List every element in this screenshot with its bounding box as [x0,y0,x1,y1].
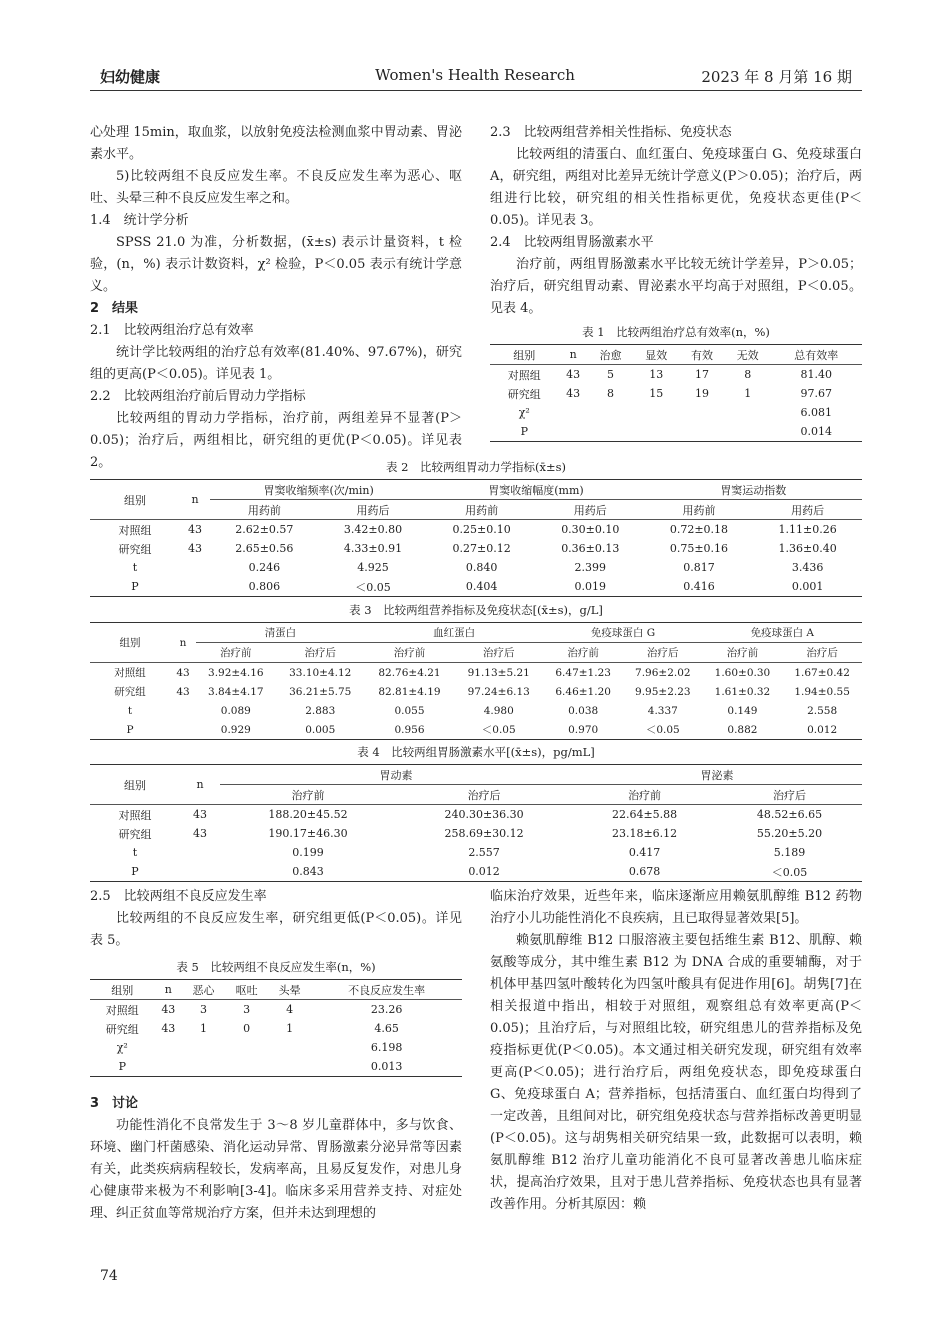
table-cell: 0.404 [465,580,498,593]
paragraph: 比较两组的清蛋白、血红蛋白、免疫球蛋白 G、免疫球蛋白 A，研究组，两组对比差异无统计学意义(P＞0.05)；治疗后，两组进行比较，研究组的相关性指标更优，免疫状态更佳(P＜0.05)。详见表 3。 [490,147,862,228]
table-row [90,843,862,862]
table-cell: 55.20±5.20 [756,827,823,840]
table-cell: 6.081 [800,406,833,419]
discussion-left [90,1093,462,1225]
table-cell: 0.970 [568,723,599,736]
table-cell: 1.11±0.26 [778,523,837,536]
table-cell: 0.843 [292,865,324,878]
table-row [90,805,862,825]
table-cell: 0.36±0.13 [561,542,620,555]
table-cell: 0.001 [791,580,824,593]
table-cell: 240.30±36.30 [444,808,524,821]
table-cell: 0.416 [683,580,715,593]
column-header: 治疗后 [304,647,336,659]
column-header: 组别 [513,348,536,362]
table-cell: 1 [200,1022,208,1035]
table-cell: 0.840 [465,561,498,574]
table-cell: 5 [607,368,615,381]
column-header: 治疗前 [567,647,599,659]
table-cell: 97.67 [800,387,833,400]
column-header: 无效 [736,348,759,362]
column-header: 呕吐 [235,983,258,997]
table-caption: 表 2 比较两组胃动力学指标(x̄±s) [386,460,566,474]
table-cell: 43 [176,685,190,698]
right-column-top [490,122,862,320]
table-cell: 8 [607,387,615,400]
column-header: n [179,636,187,649]
column-header: 治疗前 [726,647,759,659]
table-cell: 7.96±2.02 [635,666,691,679]
table-cell: 4.65 [374,1022,399,1035]
table-cell: 48.52±6.65 [756,808,823,821]
column-header: n [191,493,199,506]
table-cell: 0.038 [568,704,599,717]
paragraph: 赖氨肌醇维 B12 口服溶液主要包括维生素 B12、肌醇、赖氨酸等成分，其中维生素 B12 为 DNA 合成的重要辅酶，对于机体甲基四氢叶酸转化为四氢叶酸具有促进作用[6]。胡隽[7]在相关报道中指出，相较于对照组，观察组总有效率更高(P＜0.05)；且治疗后，与对照组比较，研究组患儿的营养指标及免疫指标更优(P＜0.05)。本文通过相关研究发现，研究组有效率更高(P＜0.05)；进行治疗后，两组免疫状态，即免疫球蛋白 G、免疫球蛋白 A；营养指标，包括清蛋白、血红蛋白均得到了一定改善，且组间对比，研究组免疫状态与营养指标改善更明显(P＜0.05)。这与胡隽相关研究结果一致，此数据可以表明，赖氨肌醇维 B12 治疗儿童功能消化不良可显著改善患儿临床症状，提高治疗效果，且对于患儿营养指标、免疫状态也具有显著改善作用。分析其原因：赖 [490,933,862,1212]
table-row [90,824,862,843]
table-cell: 4.33±0.91 [343,542,403,555]
table-cell: 43 [193,808,207,821]
table-cell: 43 [566,387,581,400]
table-cell: 8 [744,368,752,381]
column-group-header: 免疫球蛋白 G [543,623,702,643]
table-cell: 43 [566,368,581,381]
table-row [490,403,862,422]
table-row [90,558,862,577]
table-cell: P [131,580,139,593]
column-header: 组别 [119,637,141,649]
table-cell: 0.199 [292,846,324,859]
column-header: 用药后 [573,503,607,517]
column-header: 治疗后 [773,788,807,802]
column-header: 恶心 [192,983,215,997]
table-cell: 3.436 [791,561,824,574]
table-row [90,1000,462,1020]
table-cell: 23.26 [370,1003,403,1016]
table-row [90,862,862,882]
table-row [90,682,862,701]
paragraph: 治疗前，两组胃肠激素水平比较无统计学差异，P＞0.05；治疗后，研究组胃动素、胃泌素水平均高于对照组，P＜0.05。见表 4。 [490,257,862,316]
table-cell: 0.149 [727,704,758,717]
column-header: 治疗后 [647,647,679,659]
table-caption: 表 3 比较两组营养指标及免疫状态[(x̄±s)，g/L] [349,603,603,617]
column-header: 治疗前 [393,647,426,659]
table-cell: 43 [161,1003,176,1016]
column-header: 头晕 [278,983,301,997]
table-cell: 5.189 [773,846,806,859]
column-header: 治疗前 [291,788,325,802]
paragraph: 临床治疗效果，近些年来，临床逐渐应用赖氨肌醇维 B12 药物治疗小儿功能性消化不良疾病，且已取得显著效果[5]。 [490,889,862,926]
paragraph: 心处理 15min，取血浆，以放射免疫法检测血浆中胃动素、胃泌素水平。 [90,125,462,162]
table-cell: χ² [116,1041,128,1054]
table-cell: 97.24±6.13 [467,685,530,698]
column-header: 用药后 [356,503,390,517]
table-cell: 188.20±45.52 [268,808,348,821]
table-cell: 4 [286,1003,294,1016]
column-header: 组别 [124,778,146,792]
table-cell: ＜0.05 [645,724,680,736]
table-cell: 4.980 [483,704,514,717]
table-cell: P [520,425,528,438]
table-cell: 43 [161,1022,176,1035]
section-heading: 2.5 比较两组不良反应发生率 [90,889,267,904]
column-group-header: 免疫球蛋白 A [703,623,862,643]
table-cell: 对照组 [507,368,541,382]
table-cell: 13 [649,368,664,381]
column-header: n [569,348,577,361]
table-cell: 0.055 [394,704,425,717]
column-group-header: 胃窦运动指数 [645,480,862,500]
table-cell: 15 [649,387,664,400]
table-cell: 研究组 [105,1022,139,1036]
table-cell: ＜0.05 [771,865,808,879]
table-cell: 研究组 [118,542,152,556]
column-group-header: 胃动素 [220,765,572,785]
table-cell: 1.60±0.30 [714,666,771,679]
data-table [490,344,862,442]
table-cell: P [118,1060,126,1073]
table-cell: 43 [188,523,202,536]
table-cell: 1.94±0.55 [794,685,850,698]
column-header: 不良反应发生率 [348,983,426,997]
table-row [90,1038,462,1057]
column-group-header: 胃窦收缩频率(次/min) [210,480,427,500]
data-table [90,979,462,1077]
table-cell: 33.10±4.12 [289,666,352,679]
table-cell: ＜0.05 [355,580,391,594]
table-cell: 0.75±0.16 [669,542,729,555]
table-cell: 3 [243,1003,251,1016]
column-group-header: 血红蛋白 [365,623,543,643]
column-header: 治疗前 [628,788,662,802]
table-cell: 0.956 [394,723,425,736]
paragraph: 比较两组的胃动力学指标，治疗前，两组差异不显著(P＞0.05)；治疗后，两组相比，研究组的更优(P＜0.05)。详见表 2。 [90,411,462,470]
column-group-header: 清蛋白 [196,623,365,643]
table-row [90,701,862,720]
table-cell: t [132,561,138,574]
table-cell: 3.92±4.16 [208,666,264,679]
table-row [90,1057,462,1077]
table-cell: 9.95±2.23 [635,685,691,698]
table-caption: 表 1 比较两组治疗总有效率(n，%) [582,325,770,339]
table-cell: 91.13±5.21 [467,666,530,679]
table-cell: 0.012 [807,723,838,736]
table-cell: 2.883 [305,704,336,717]
column-header: 总有效率 [794,348,839,362]
table-row [490,365,862,385]
table-row [90,577,862,597]
column-group-header: 胃泌素 [572,765,862,785]
paragraph: 5)比较两组不良反应发生率。不良反应发生率为恶心、呕吐、头晕三种不良反应发生率之和。 [90,169,462,206]
table-cell: 0.089 [220,704,251,717]
table-cell: 43 [176,666,190,679]
table-5 [90,959,462,1077]
paragraph: 功能性消化不良常发生于 3～8 岁儿童群体中，多与饮食、环境、幽门杆菌感染、消化运动异常、胃肠激素分泌异常等因素有关，此类疾病病程较长，发病率高，且易反复发作，对患儿身心健康带来极为不利影响[3-4]。临床多采用营养支持、对症处理、纠正贫血等常规治疗方案，但并未达到理想的 [90,1118,462,1221]
table-2 [90,459,862,597]
table-cell: 36.21±5.75 [289,685,352,698]
table-cell: 0.806 [248,580,281,593]
journal-name-cn: 妇幼健康 [100,68,161,86]
table-cell: 2.399 [574,561,607,574]
table-cell: 81.40 [800,368,833,381]
table-cell: 0.012 [468,865,500,878]
table-cell: 6.47±1.23 [555,666,611,679]
table-cell: 3 [200,1003,208,1016]
table-row [90,1019,462,1038]
column-header: 治愈 [599,348,622,362]
table-cell: 17 [694,368,709,381]
table-cell: 1 [286,1022,294,1035]
table-cell: 4.925 [357,561,389,574]
table-cell: 3.42±0.80 [343,523,403,536]
column-header: 有效 [690,348,713,362]
column-header: 用药前 [465,503,499,517]
table-cell: 6.198 [370,1041,403,1054]
table-cell: P [131,865,139,878]
column-header: 显效 [645,348,668,362]
table-cell: 4.337 [647,704,678,717]
table-cell: 0.246 [248,561,281,574]
table-row [490,384,862,403]
table-cell: 2.62±0.57 [235,523,294,536]
table-cell: 6.46±1.20 [555,685,611,698]
column-header: 用药后 [791,503,825,517]
table-cell: 2.65±0.56 [235,542,294,555]
section-heading: 1.4 统计学分析 [90,213,189,228]
table-cell: 0.678 [628,865,661,878]
table-cell: 0.27±0.12 [452,542,511,555]
table-cell: 对照组 [118,808,152,822]
table-cell: 研究组 [114,686,146,698]
data-table [90,479,862,597]
table-cell: t [132,846,138,859]
column-header: 治疗后 [482,647,515,659]
table-cell: 82.81±4.19 [378,685,441,698]
paragraph: 统计学比较两组的治疗总有效率(81.40%、97.67%)，研究组的更高(P＜0.05)。详见表 1。 [90,345,462,382]
table-cell: 258.69±30.12 [444,827,524,840]
data-table [90,622,862,740]
discussion-right [490,886,862,1216]
table-cell: 0.417 [628,846,661,859]
table-cell: 1 [744,387,752,400]
table-row [90,663,862,683]
table-cell: 0.013 [370,1060,403,1073]
table-4 [90,744,862,882]
column-header: 治疗前 [220,647,252,659]
table-cell: 0.005 [305,723,336,736]
column-header: 组别 [111,983,134,997]
table-cell: 1.67±0.42 [794,666,850,679]
table-cell: 22.64±5.88 [611,808,678,821]
table-1 [490,324,862,442]
table-cell: 对照组 [105,1003,139,1017]
table-caption: 表 5 比较两组不良反应发生率(n，%) [176,960,376,974]
table-row [90,720,862,740]
column-header: 用药前 [682,503,716,517]
paragraph: SPSS 21.0 为准，分析数据，(x̄±s) 表示计量资料，t 检验，(n，%) 表示计数资料，χ² 检验，P＜0.05 表示有统计学意义。 [90,235,462,294]
page-number: 74 [100,1268,118,1284]
section-heading: 2.4 比较两组胃肠激素水平 [490,235,654,250]
table-cell: 2.557 [468,846,500,859]
table-cell: 1.36±0.40 [778,542,837,555]
table-cell: 0.817 [683,561,715,574]
table-cell: t [127,704,133,717]
column-header: 治疗后 [467,788,501,802]
table-cell: 190.17±46.30 [268,827,348,840]
table-cell: 2.558 [807,704,838,717]
table-cell: 对照组 [118,523,152,537]
column-header: n [164,983,172,996]
table-cell: 研究组 [507,387,541,401]
table-cell: 0.014 [800,425,833,438]
left-column-bottom [90,886,462,952]
table-cell: 3.84±4.17 [208,685,264,698]
table-cell: 43 [188,542,202,555]
table-cell: 对照组 [114,667,146,679]
table-cell: 23.18±6.12 [611,827,678,840]
paragraph: 比较两组的不良反应发生率，研究组更低(P＜0.05)。详见表 5。 [90,911,462,948]
section-heading: 2 结果 [90,301,139,316]
table-cell: 研究组 [118,827,152,841]
table-cell: 19 [694,387,709,400]
column-group-header: 胃窦收缩幅度(mm) [427,480,644,500]
table-cell: 0 [243,1022,251,1035]
left-column-top [90,122,462,474]
journal-name-en: Women's Health Research [375,66,575,84]
section-heading: 3 讨论 [90,1096,139,1111]
section-heading: 2.2 比较两组治疗前后胃动力学指标 [90,389,306,404]
table-3 [90,602,862,740]
section-heading: 2.1 比较两组治疗总有效率 [90,323,254,338]
table-cell: 0.30±0.10 [561,523,620,536]
table-row [90,520,862,540]
table-cell: ＜0.05 [481,724,516,736]
section-heading: 2.3 比较两组营养相关性指标、免疫状态 [490,125,732,140]
table-cell: 0.882 [727,723,758,736]
issue-date: 2023 年 8 月第 16 期 [701,68,852,86]
table-cell: 82.76±4.21 [378,666,441,679]
table-cell: χ² [518,406,530,419]
table-cell: 43 [193,827,207,840]
table-cell: 0.72±0.18 [669,523,729,536]
column-header: n [196,778,204,791]
table-caption: 表 4 比较两组胃肠激素水平[(x̄±s)，pg/mL] [357,745,595,759]
table-cell: 1.61±0.32 [714,685,771,698]
column-header: 治疗后 [806,647,838,659]
data-table [90,764,862,882]
table-cell: P [126,723,134,736]
header-rule [90,90,862,91]
column-header: 组别 [124,493,146,507]
table-row [490,422,862,442]
table-row [90,539,862,558]
table-cell: 0.929 [220,723,251,736]
table-cell: 0.25±0.10 [452,523,511,536]
table-cell: 0.019 [574,580,607,593]
column-header: 用药前 [247,503,281,517]
